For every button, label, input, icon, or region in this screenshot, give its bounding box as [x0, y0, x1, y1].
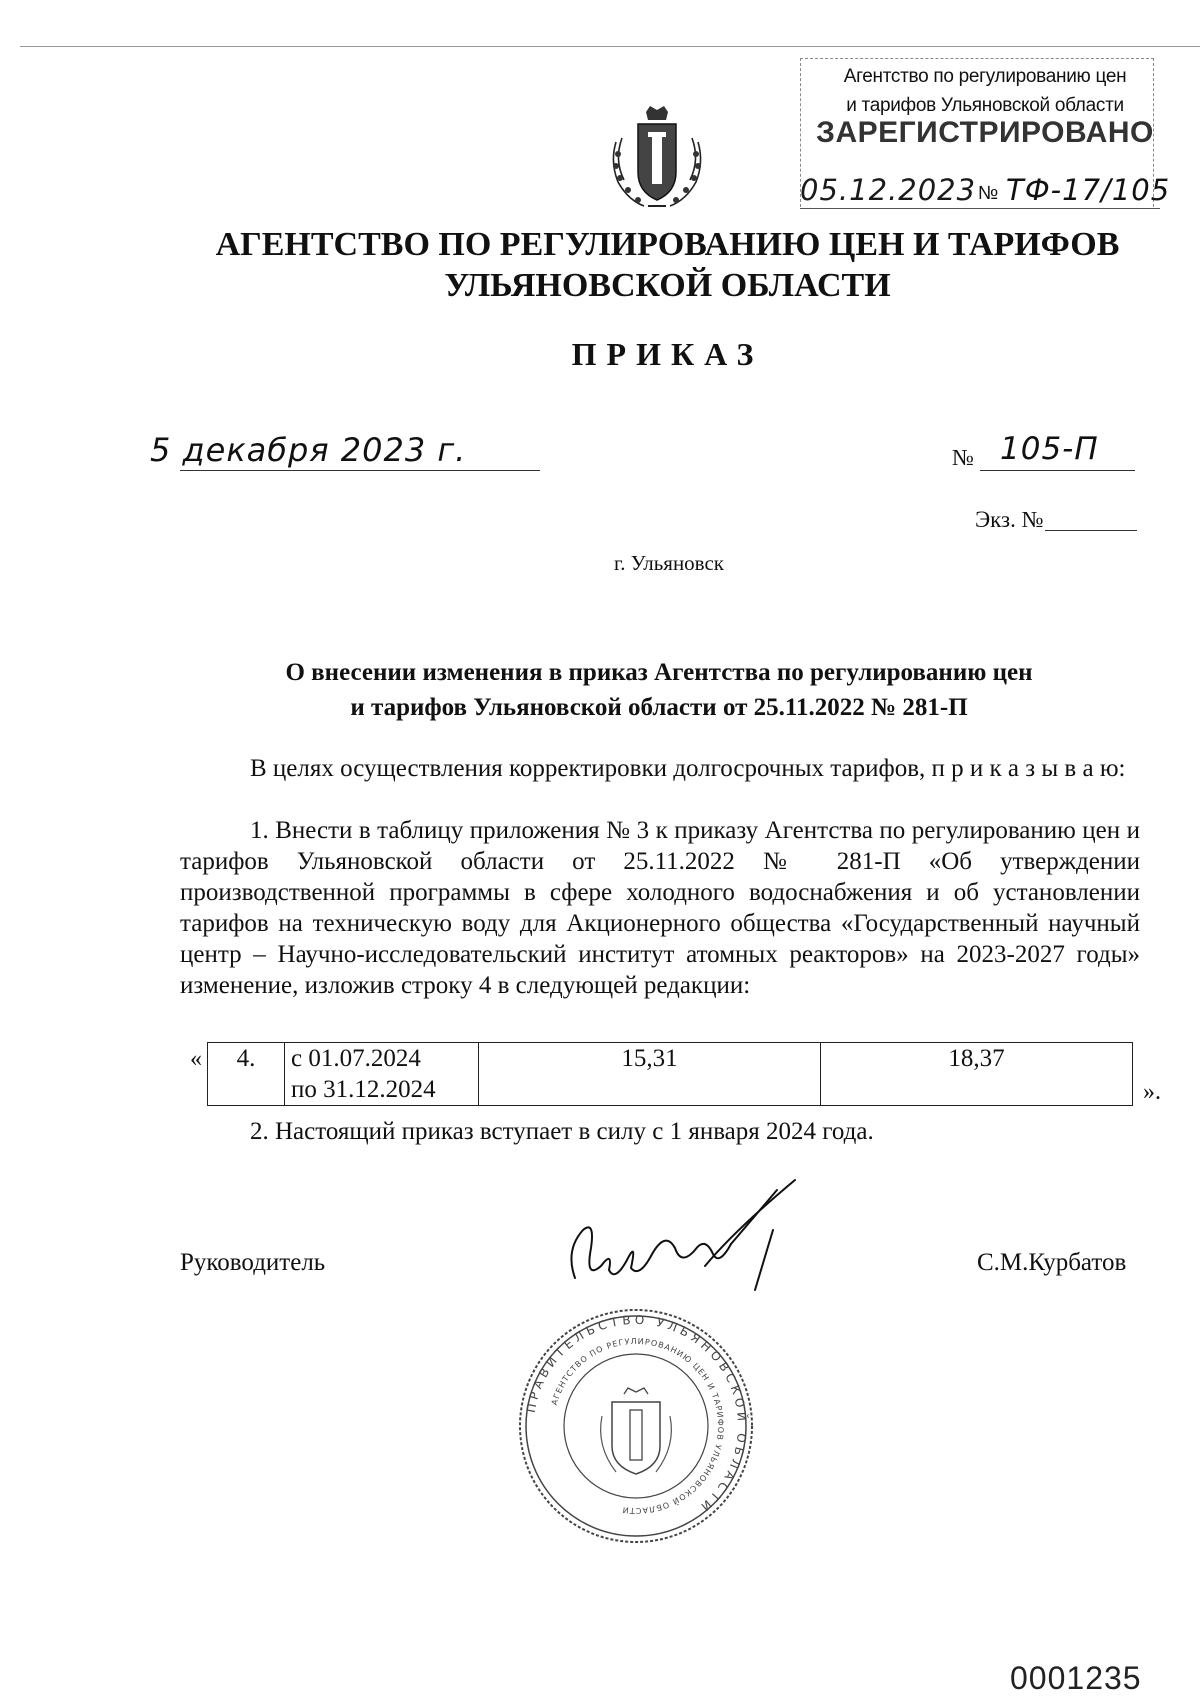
agency-title-line1: АГЕНТСТВО ПО РЕГУЛИРОВАНИЮ ЦЕН И ТАРИФОВ [215, 226, 1120, 263]
copy-number-label: Экз. № [975, 507, 1044, 532]
handwritten-signature [555, 1170, 855, 1310]
copy-number-blank [1045, 530, 1137, 531]
registration-date: 05.12.2023 [800, 173, 977, 207]
svg-text:АГЕНТСТВО ПО РЕГУЛИРОВАНИЮ ЦЕН [550, 1337, 725, 1515]
period-start: с 01.07.2024 [291, 1045, 421, 1072]
city: г. Ульяновск [613, 551, 724, 575]
order-subject [0, 655, 1200, 725]
document-type: ПРИКАЗ [571, 336, 764, 372]
table-row [208, 1043, 1133, 1106]
order-number: 105-П [1000, 431, 1099, 467]
agency-title-line2: УЛЬЯНОВСКОЙ ОБЛАСТИ [444, 267, 891, 304]
registration-number: ТФ-17/105 [1006, 173, 1171, 207]
table-cell-value-2: 18,37 [821, 1043, 1133, 1106]
tariff-table [207, 1042, 1133, 1106]
registration-underline [800, 208, 1160, 209]
order-number-label: № [952, 445, 974, 470]
top-rule [20, 46, 1200, 47]
seal-outer-text: ПРАВИТЕЛЬСТВО УЛЬЯНОВСКОЙ ОБЛАСТИ [523, 1312, 750, 1517]
order-number-underline [980, 470, 1135, 471]
order-subject-line1: О внесении изменения в приказ Агентства по регулированию цен [285, 659, 1033, 686]
registration-status: ЗАРЕГИСТРИРОВАНО [816, 116, 1154, 149]
table-cell-value-1: 15,31 [479, 1043, 821, 1106]
item-2-paragraph: 2. Настоящий приказ вступает в силу с 1 января 2024 года. [250, 1118, 874, 1145]
page-code: 0001235 [1010, 1660, 1142, 1696]
seal-inner-text: АГЕНТСТВО ПО РЕГУЛИРОВАНИЮ ЦЕН И ТАРИФОВ УЛЬЯНОВСКОЙ ОБЛАСТИ [549, 1336, 726, 1516]
item-1-paragraph: 1. Внести в таблицу приложения № 3 к приказу Агентства по регулированию цен и тарифов Ульяновской области от 25.11.2022 № 281-П «Об утверждении производственной программы в сфере холодного водоснабжения и об установлении тарифов на техническую воду для Акционерного общества «Государственный научный центр – Научно-исследовательский институт атомных реакторов» на 2023-2027 годы» изменение, изложив строку 4 в следующей редакции: [180, 817, 1140, 999]
agency-title [0, 224, 1200, 306]
registration-agency-line1: Агентство по регулированию цен [843, 66, 1127, 87]
registration-number-label: № [978, 183, 999, 204]
seal-emblem-icon [601, 1388, 672, 1474]
period-end: по 31.12.2024 [291, 1076, 436, 1103]
table-cell-row-number: 4. [208, 1043, 285, 1106]
table-cell-period [285, 1043, 479, 1106]
coat-of-arms-icon [604, 102, 710, 214]
intro-paragraph: В целях осуществления корректировки долгосрочных тарифов, п р и к а з ы в а ю: [250, 755, 1126, 782]
quote-close: ». [1143, 1079, 1161, 1105]
quote-open: « [190, 1046, 202, 1072]
order-date: 5 декабря 2023 г. [150, 431, 467, 469]
order-date-underline [180, 470, 540, 471]
order-subject-line2: и тарифов Ульяновской области от 25.11.2022 № 281-П [350, 694, 968, 721]
signatory-role: Руководитель [180, 1249, 326, 1276]
signatory-name: С.М.Курбатов [977, 1249, 1127, 1276]
official-seal [516, 1306, 756, 1546]
registration-agency [800, 62, 1170, 120]
registration-agency-line2: и тарифов Ульяновской области [846, 95, 1124, 116]
